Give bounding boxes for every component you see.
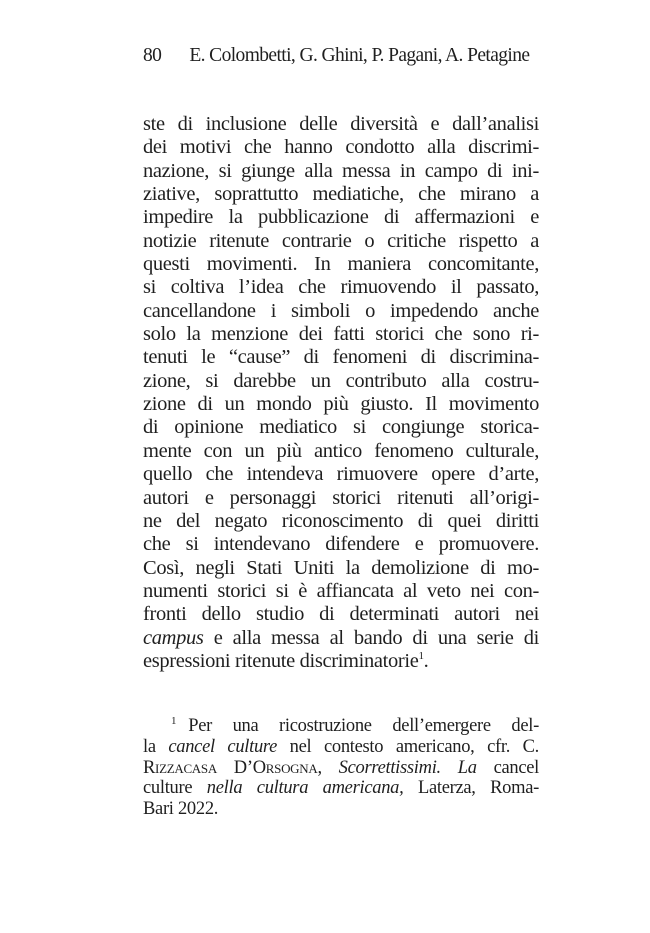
- body-line-text: e alla messa al bando di una serie di: [203, 626, 539, 649]
- body-line: ste di inclusione delle diversità e dall’analisi: [143, 113, 539, 135]
- footnote-text: cancel: [476, 757, 539, 778]
- body-line: dei motivi che hanno condotto alla discrimi-: [143, 136, 539, 159]
- running-head-authors: E. Colombetti, G. Ghini, P. Pagani, A. Petagine: [189, 45, 530, 66]
- body-line: zione, si darebbe un contributo alla costru-: [143, 369, 539, 392]
- footnote-line: [143, 778, 539, 799]
- footnote-number: 1: [171, 715, 177, 727]
- footnote-line: [143, 737, 539, 758]
- body-line: nazione, si giunge alla messa in campo di ini-: [143, 159, 539, 182]
- footnote-line: [143, 716, 539, 737]
- footnote-reference[interactable]: 1: [418, 649, 424, 662]
- body-line: si coltiva l’idea che rimuovendo il passato,: [143, 276, 539, 299]
- body-paragraph: [143, 113, 539, 673]
- body-line: impedire la pubblicazione di affermazioni e: [143, 206, 539, 229]
- body-line: Così, negli Stati Uniti la demolizione di mo-: [143, 556, 539, 579]
- body-line: mente con un più antico fenomeno culturale,: [143, 439, 539, 462]
- body-line: [143, 627, 539, 650]
- body-line: autori e personaggi storici ritenuti all’origi-: [143, 486, 539, 509]
- footnote-italic: cancel culture: [168, 736, 278, 757]
- body-line: ziative, soprattutto mediatiche, che mirano a: [143, 183, 539, 206]
- footnote-book-title: Scorrettissimi. La: [338, 757, 477, 778]
- footnote-text: la: [143, 736, 169, 757]
- footnote-line: Bari 2022.: [143, 799, 219, 820]
- footnote-text: Laterza, Roma-: [403, 778, 539, 799]
- body-line: solo la menzione dei fatti storici che sono ri-: [143, 323, 539, 346]
- footnote-text: ,: [317, 757, 339, 778]
- footnote-line: [143, 758, 539, 779]
- page-number: 80: [143, 45, 162, 66]
- body-line: notizie ritenute contrarie o critiche rispetto a: [143, 229, 539, 252]
- body-line: di opinione mediatico si congiunge storica-: [143, 416, 539, 439]
- body-line: quello che intendeva rimuovere opere d’arte,: [143, 463, 539, 486]
- italic-term: campus: [143, 626, 204, 649]
- footnote-text: nel contesto americano, cfr. C.: [277, 736, 539, 757]
- footnote-book-title: nella cultura americana,: [206, 778, 404, 799]
- body-line-text: espressioni ritenute discriminatorie: [143, 649, 419, 672]
- body-line: ne del negato riconoscimento di quei diritti: [143, 509, 539, 532]
- body-line: cancellandone i simboli o impedendo anche: [143, 299, 539, 322]
- footnote-author: Rizzacasa D’Orsogna: [143, 757, 318, 778]
- footnote-text: Per una ricostruzione dell’emergere del-: [188, 716, 539, 736]
- body-line: tenuti le “cause” di fenomeni di discrimina-: [143, 346, 539, 369]
- body-line: che si intendevano difendere e promuovere.: [143, 533, 539, 556]
- body-line: numenti storici si è affiancata al veto nei con-: [143, 579, 539, 602]
- body-line: questi movimenti. In maniera concomitante,: [143, 253, 539, 276]
- body-line: zione di un mondo più giusto. Il movimento: [143, 393, 539, 416]
- body-line-period: .: [423, 649, 429, 672]
- body-line-last: [143, 650, 539, 673]
- footnote-text: culture: [143, 778, 207, 799]
- footnote: [143, 716, 539, 820]
- running-head: [143, 44, 529, 68]
- body-line: fronti dello studio di determinati autori nei: [143, 603, 539, 626]
